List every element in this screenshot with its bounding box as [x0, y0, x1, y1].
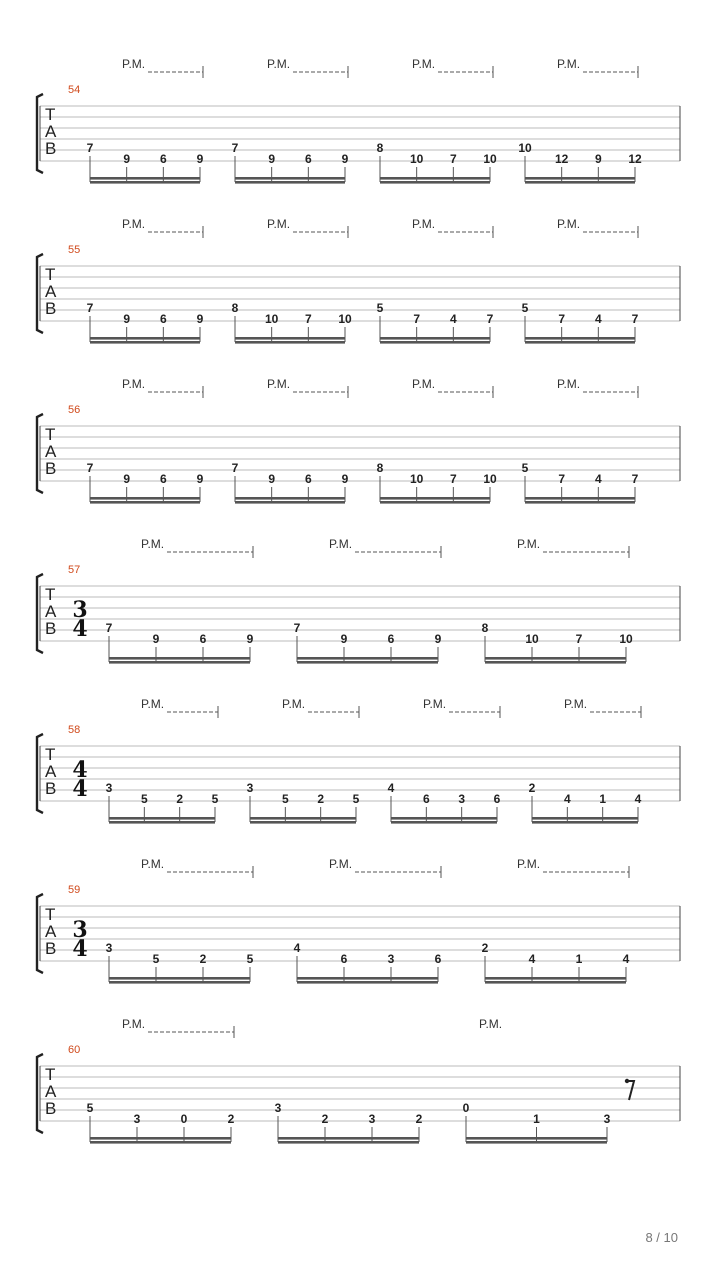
- palm-mute-label: P.M.: [141, 697, 165, 711]
- fret-number: 5: [211, 792, 219, 806]
- tab-letter: A: [45, 602, 57, 621]
- beam-secondary: [391, 821, 497, 824]
- fret-number: 7: [449, 472, 457, 486]
- fret-number: 10: [525, 632, 539, 646]
- fret-number: 6: [304, 152, 312, 166]
- tab-letter: T: [45, 265, 56, 284]
- beam-primary: [485, 657, 626, 660]
- time-signature-bottom: 4: [72, 936, 88, 962]
- fret-number: 10: [483, 152, 497, 166]
- fret-number: 9: [434, 632, 442, 646]
- fret-number: 5: [152, 952, 160, 966]
- fret-number: 7: [486, 312, 494, 326]
- beam-secondary: [90, 1141, 231, 1144]
- beam-secondary: [525, 181, 635, 184]
- beam-primary: [90, 1137, 231, 1140]
- beam-primary: [380, 177, 490, 180]
- beam-secondary: [485, 981, 626, 984]
- beam-secondary: [532, 821, 638, 824]
- time-signature-bottom: 4: [72, 776, 88, 802]
- fret-number: 9: [341, 152, 349, 166]
- fret-number: 6: [434, 952, 442, 966]
- fret-number: 6: [422, 792, 430, 806]
- fret-number: 2: [415, 1112, 423, 1126]
- tab-letter: A: [45, 1082, 57, 1101]
- palm-mute-label: P.M.: [267, 217, 291, 231]
- beam-secondary: [278, 1141, 419, 1144]
- fret-number: 5: [246, 952, 254, 966]
- fret-number: 9: [123, 152, 131, 166]
- beam-secondary: [525, 341, 635, 344]
- time-signature-top: 3: [72, 597, 88, 623]
- beam-primary: [278, 1137, 419, 1140]
- palm-mute-label: P.M.: [412, 377, 436, 391]
- fret-number: 12: [628, 152, 642, 166]
- tab-letter: A: [45, 282, 57, 301]
- tab-letter: B: [45, 939, 57, 958]
- beam-secondary: [90, 501, 200, 504]
- fret-number: 8: [481, 621, 489, 635]
- fret-number: 7: [231, 461, 239, 475]
- beam-secondary: [109, 981, 250, 984]
- fret-number: 1: [599, 792, 607, 806]
- fret-number: 3: [105, 941, 113, 955]
- beam-secondary: [235, 341, 345, 344]
- fret-number: 10: [264, 312, 279, 326]
- beam-secondary: [235, 181, 345, 184]
- beam-primary: [525, 497, 635, 500]
- fret-number: 2: [481, 941, 489, 955]
- fret-number: 5: [140, 792, 148, 806]
- palm-mute-label: P.M.: [267, 377, 291, 391]
- fret-number: 6: [340, 952, 348, 966]
- fret-number: 7: [304, 312, 312, 326]
- fret-number: 6: [159, 152, 167, 166]
- fret-number: 7: [558, 312, 566, 326]
- fret-number: 9: [340, 632, 348, 646]
- beam-primary: [391, 817, 497, 820]
- beam-secondary: [297, 981, 438, 984]
- beam-secondary: [380, 341, 490, 344]
- tab-letter: T: [45, 905, 56, 924]
- tab-letter: T: [45, 425, 56, 444]
- measure-number: 56: [68, 404, 81, 416]
- fret-number: 7: [631, 472, 639, 486]
- time-signature-top: 4: [72, 757, 88, 783]
- beam-secondary: [235, 501, 345, 504]
- fret-number: 2: [528, 781, 536, 795]
- fret-number: 6: [304, 472, 312, 486]
- fret-number: 3: [387, 952, 395, 966]
- fret-number: 10: [483, 472, 497, 486]
- fret-number: 7: [449, 152, 457, 166]
- tab-letter: B: [45, 459, 57, 478]
- palm-mute-label: P.M.: [122, 217, 146, 231]
- fret-number: 2: [321, 1112, 329, 1126]
- fret-number: 7: [231, 141, 239, 155]
- fret-number: 5: [352, 792, 360, 806]
- tab-letter: T: [45, 105, 56, 124]
- fret-number: 7: [558, 472, 566, 486]
- measure-number: 60: [68, 1044, 81, 1056]
- tab-letter: B: [45, 1099, 57, 1118]
- palm-mute-label: P.M.: [423, 697, 447, 711]
- fret-number: 9: [341, 472, 349, 486]
- beam-secondary: [380, 501, 490, 504]
- measure-number: 54: [68, 84, 81, 96]
- fret-number: 7: [575, 632, 583, 646]
- beam-primary: [235, 337, 345, 340]
- fret-number: 9: [594, 152, 602, 166]
- fret-number: 5: [86, 1101, 94, 1115]
- fret-number: 7: [293, 621, 301, 635]
- beam-secondary: [250, 821, 356, 824]
- eighth-rest: [625, 1081, 634, 1100]
- tab-letter: B: [45, 299, 57, 318]
- fret-number: 10: [409, 472, 424, 486]
- beam-secondary: [380, 181, 490, 184]
- palm-mute-label: P.M.: [329, 857, 353, 871]
- beam-secondary: [90, 341, 200, 344]
- palm-mute-label: P.M.: [517, 537, 541, 551]
- palm-mute-label: P.M.: [122, 57, 146, 71]
- fret-number: 10: [338, 312, 352, 326]
- tab-letter: T: [45, 745, 56, 764]
- fret-number: 9: [152, 632, 160, 646]
- fret-number: 6: [159, 472, 167, 486]
- fret-number: 0: [180, 1112, 188, 1126]
- palm-mute-label: P.M.: [282, 697, 306, 711]
- beam-primary: [525, 177, 635, 180]
- fret-number: 2: [317, 792, 325, 806]
- tab-letter: B: [45, 619, 57, 638]
- beam-primary: [466, 1137, 607, 1140]
- fret-number: 9: [196, 152, 204, 166]
- tab-letter: A: [45, 762, 57, 781]
- measure-number: 55: [68, 244, 81, 256]
- fret-number: 1: [575, 952, 583, 966]
- fret-number: 9: [123, 472, 131, 486]
- page-number: 8 / 10: [645, 1230, 678, 1245]
- beam-primary: [90, 497, 200, 500]
- tab-letter: T: [45, 585, 56, 604]
- fret-number: 4: [594, 472, 602, 486]
- time-signature-bottom: 4: [72, 616, 88, 642]
- fret-number: 9: [123, 312, 131, 326]
- rest-dot: [625, 1079, 629, 1083]
- tab-letter: B: [45, 139, 57, 158]
- palm-mute-label: P.M.: [122, 1017, 146, 1031]
- fret-number: 7: [86, 301, 94, 315]
- fret-number: 3: [603, 1112, 611, 1126]
- palm-mute-label: P.M.: [564, 697, 588, 711]
- beam-primary: [297, 657, 438, 660]
- fret-number: 8: [376, 141, 384, 155]
- fret-number: 10: [409, 152, 424, 166]
- fret-number: 0: [462, 1101, 470, 1115]
- fret-number: 4: [594, 312, 602, 326]
- measure-number: 57: [68, 564, 81, 576]
- measure-number: 59: [68, 884, 81, 896]
- beam-secondary: [109, 821, 215, 824]
- tab-letter: A: [45, 442, 57, 461]
- measure-number: 58: [68, 724, 81, 736]
- fret-number: 3: [246, 781, 254, 795]
- fret-number: 7: [413, 312, 421, 326]
- palm-mute-label: P.M.: [557, 57, 581, 71]
- fret-number: 6: [387, 632, 395, 646]
- palm-mute-label: P.M.: [479, 1017, 503, 1031]
- beam-secondary: [525, 501, 635, 504]
- fret-number: 3: [105, 781, 113, 795]
- fret-number: 9: [246, 632, 254, 646]
- beam-secondary: [485, 661, 626, 664]
- fret-number: 10: [518, 141, 532, 155]
- beam-secondary: [466, 1141, 607, 1144]
- fret-number: 3: [274, 1101, 282, 1115]
- fret-number: 2: [176, 792, 184, 806]
- fret-number: 6: [199, 632, 207, 646]
- beam-primary: [525, 337, 635, 340]
- palm-mute-label: P.M.: [141, 537, 165, 551]
- fret-number: 2: [199, 952, 207, 966]
- fret-number: 4: [563, 792, 571, 806]
- fret-number: 4: [449, 312, 457, 326]
- fret-number: 9: [196, 312, 204, 326]
- beam-primary: [380, 497, 490, 500]
- fret-number: 6: [493, 792, 501, 806]
- fret-number: 3: [133, 1112, 141, 1126]
- fret-number: 8: [231, 301, 239, 315]
- fret-number: 4: [293, 941, 301, 955]
- fret-number: 7: [631, 312, 639, 326]
- fret-number: 12: [554, 152, 569, 166]
- beam-primary: [109, 817, 215, 820]
- fret-number: 5: [521, 461, 529, 475]
- fret-number: 5: [376, 301, 384, 315]
- beam-primary: [109, 657, 250, 660]
- palm-mute-label: P.M.: [412, 217, 436, 231]
- beam-secondary: [90, 181, 200, 184]
- fret-number: 9: [268, 152, 276, 166]
- beam-primary: [250, 817, 356, 820]
- fret-number: 10: [619, 632, 633, 646]
- palm-mute-label: P.M.: [122, 377, 146, 391]
- fret-number: 9: [268, 472, 276, 486]
- beam-primary: [235, 497, 345, 500]
- time-signature-top: 3: [72, 917, 88, 943]
- beam-primary: [380, 337, 490, 340]
- fret-number: 2: [227, 1112, 235, 1126]
- palm-mute-label: P.M.: [329, 537, 353, 551]
- beam-primary: [235, 177, 345, 180]
- beam-secondary: [109, 661, 250, 664]
- fret-number: 4: [622, 952, 630, 966]
- fret-number: 3: [368, 1112, 376, 1126]
- tab-letter: T: [45, 1065, 56, 1084]
- tab-letter: A: [45, 922, 57, 941]
- tab-letter: A: [45, 122, 57, 141]
- fret-number: 7: [86, 141, 94, 155]
- tab-letter: B: [45, 779, 57, 798]
- palm-mute-label: P.M.: [557, 217, 581, 231]
- beam-primary: [90, 337, 200, 340]
- fret-number: 3: [458, 792, 466, 806]
- palm-mute-label: P.M.: [267, 57, 291, 71]
- palm-mute-label: P.M.: [141, 857, 165, 871]
- fret-number: 9: [196, 472, 204, 486]
- fret-number: 8: [376, 461, 384, 475]
- fret-number: 1: [533, 1112, 540, 1126]
- fret-number: 6: [159, 312, 167, 326]
- beam-primary: [532, 817, 638, 820]
- beam-primary: [90, 177, 200, 180]
- fret-number: 5: [521, 301, 529, 315]
- beam-secondary: [297, 661, 438, 664]
- fret-number: 5: [281, 792, 289, 806]
- fret-number: 4: [387, 781, 395, 795]
- palm-mute-label: P.M.: [412, 57, 436, 71]
- fret-number: 7: [86, 461, 94, 475]
- beam-primary: [109, 977, 250, 980]
- fret-number: 4: [634, 792, 642, 806]
- beam-primary: [297, 977, 438, 980]
- fret-number: 4: [528, 952, 536, 966]
- beam-primary: [485, 977, 626, 980]
- fret-number: 7: [105, 621, 113, 635]
- palm-mute-label: P.M.: [557, 377, 581, 391]
- palm-mute-label: P.M.: [517, 857, 541, 871]
